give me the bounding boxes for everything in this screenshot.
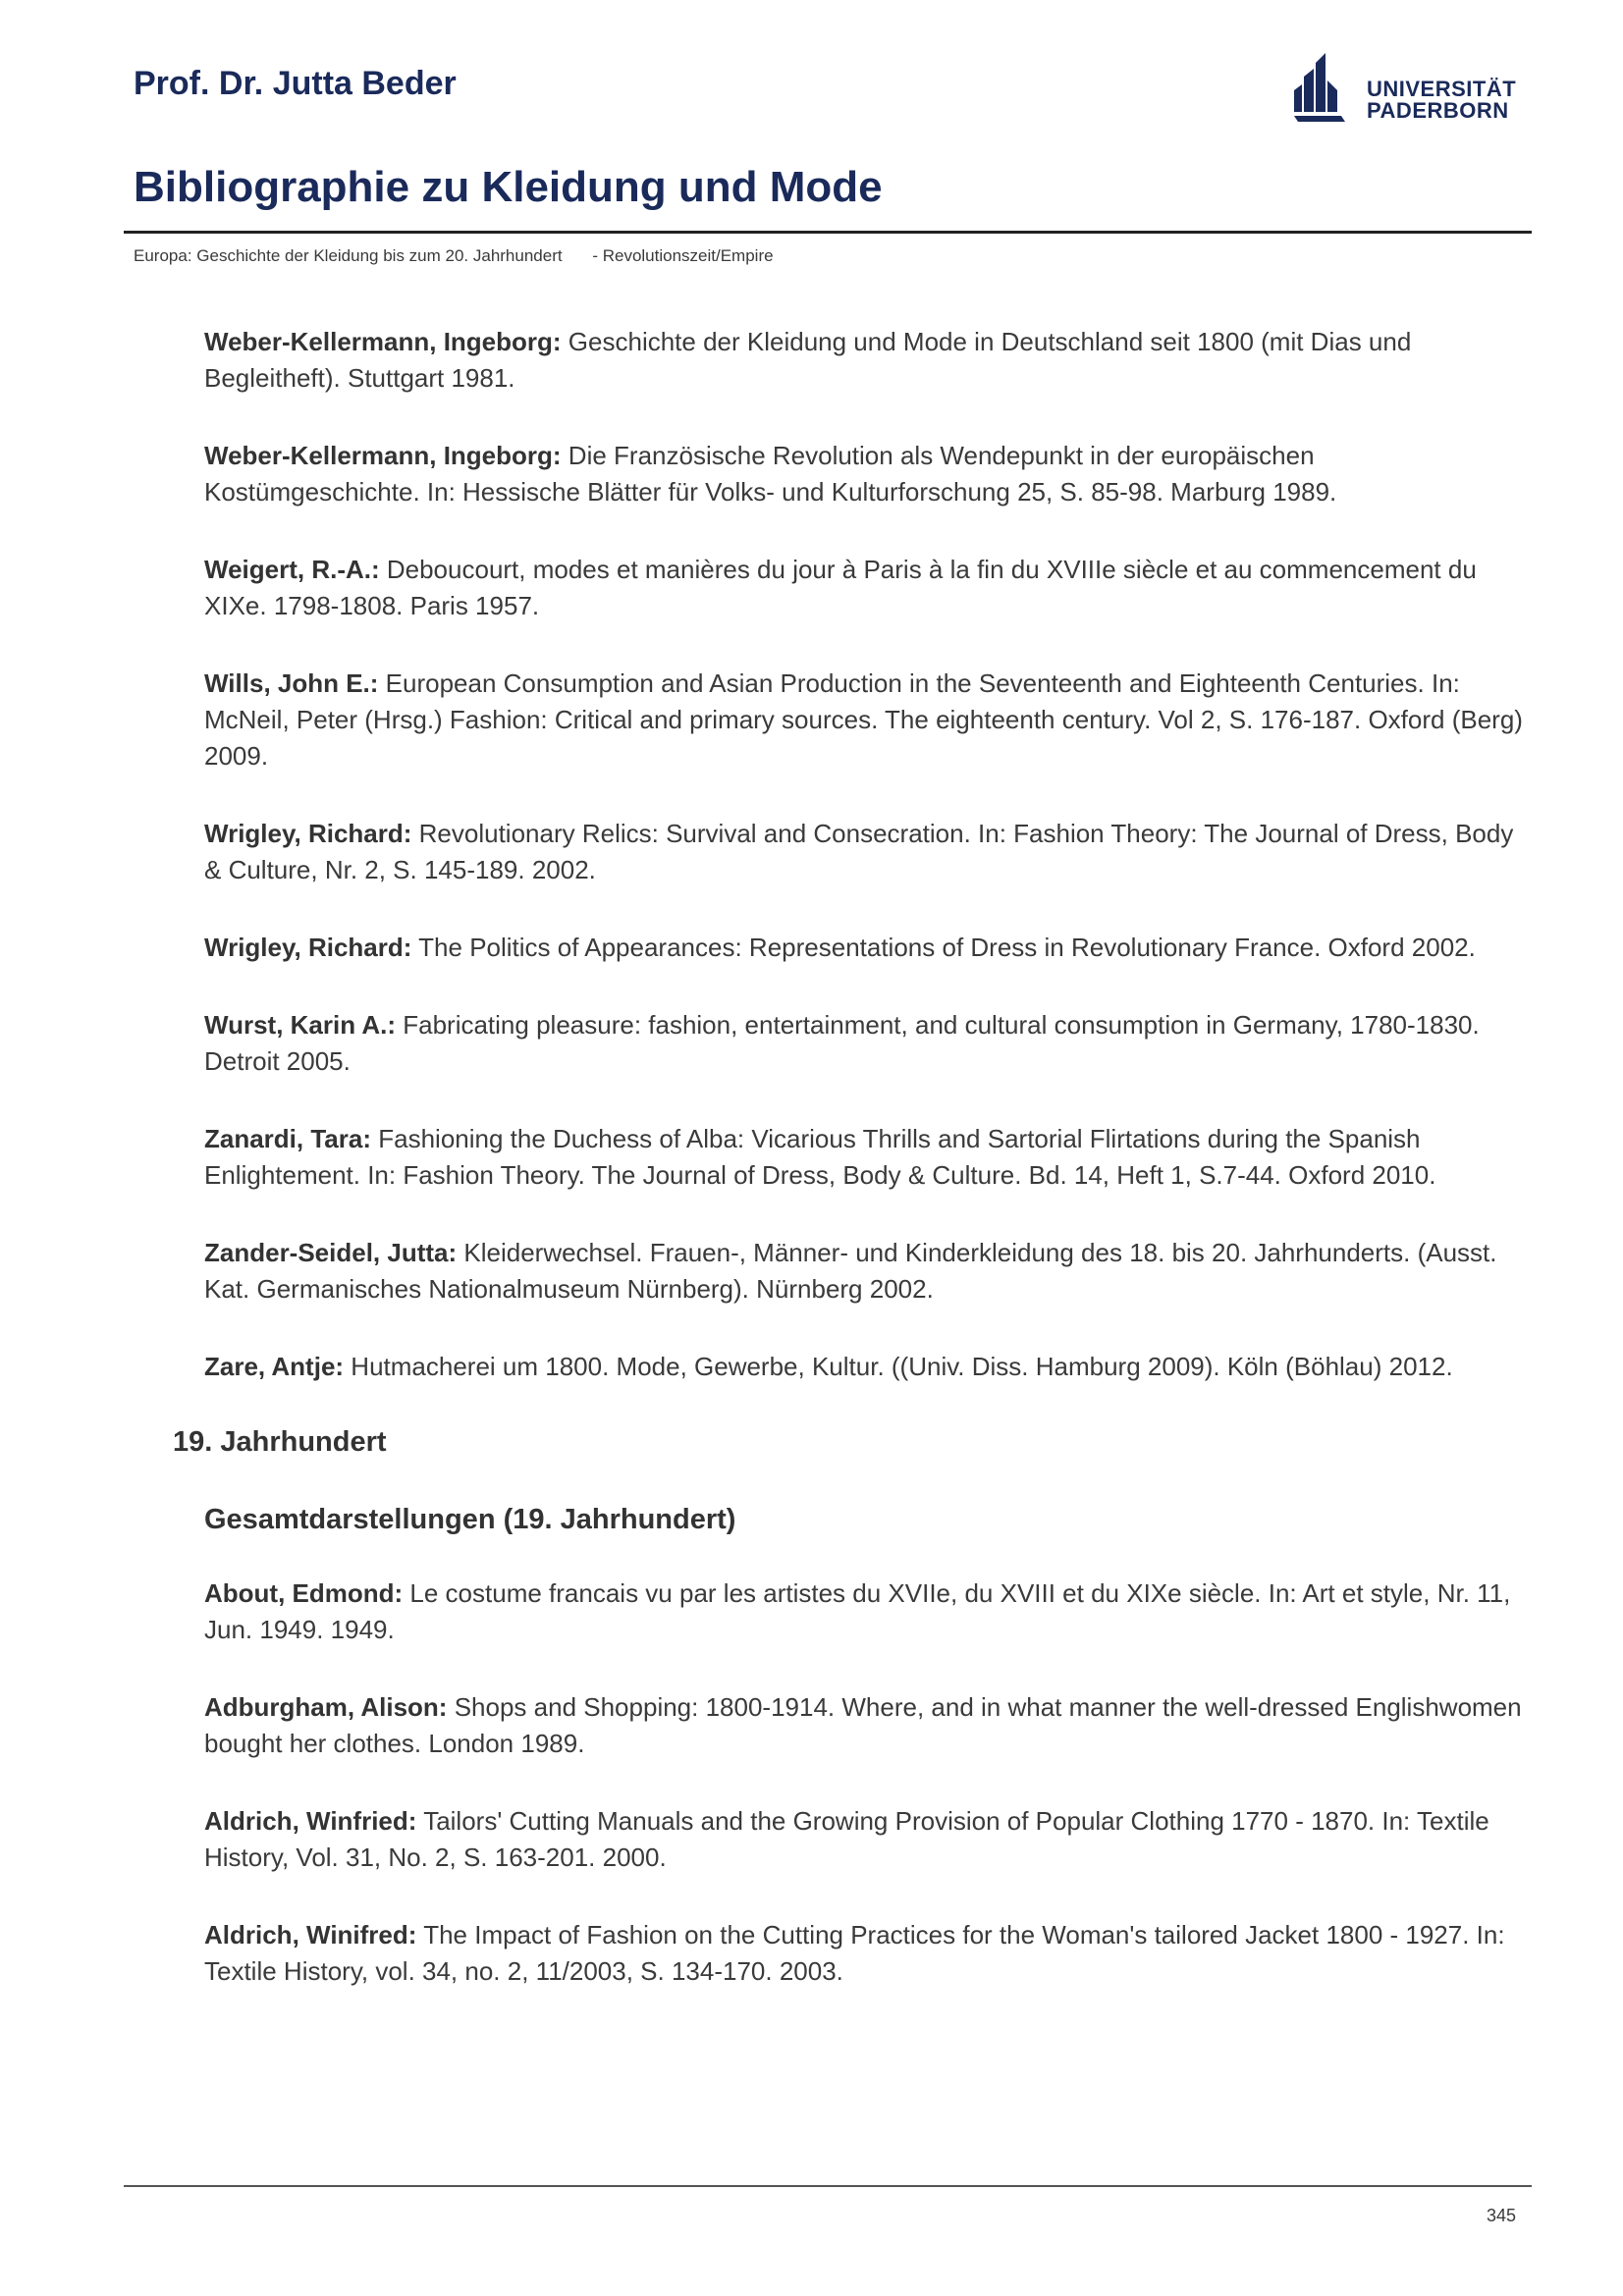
entry-author: Aldrich, Winifred: — [204, 1920, 417, 1949]
entry-author: Zare, Antje: — [204, 1352, 345, 1381]
entry-author: Adburgham, Alison: — [204, 1692, 448, 1722]
university-logo-icon — [1292, 51, 1361, 130]
entry-author: About, Edmond: — [204, 1578, 404, 1608]
entry-author: Wrigley, Richard: — [204, 933, 412, 962]
entry-text: The Impact of Fashion on the Cutting Practices for the Woman's tailored Jacket 1800 - 1927. In: Textile History, vol. 34, no. 2, 11/2003, S. 134-170. 2003. — [204, 1920, 1505, 1986]
document-title: Bibliographie zu Kleidung und Mode — [134, 163, 883, 211]
entry-text: Fashioning the Duchess of Alba: Vicarious Thrills and Sartorial Flirtations during the Spanish Enlightement. In: Fashion Theory. The Journal of Dress, Body & Culture. Bd. 14, Heft 1, S.7-44. Oxford 2010. — [204, 1124, 1436, 1190]
bibliography-entry — [204, 816, 1530, 888]
entry-author: Aldrich, Winfried: — [204, 1806, 417, 1836]
bibliography-entry — [204, 1121, 1530, 1194]
bibliography-entry — [204, 1349, 1530, 1385]
section-heading: 19. Jahrhundert — [173, 1426, 387, 1458]
bibliography-entry — [204, 1575, 1530, 1648]
entry-text: Kleiderwechsel. Frauen-, Männer- und Kinderkleidung des 18. bis 20. Jahrhunderts. (Ausst. Kat. Germanisches Nationalmuseum Nürnberg). Nürnberg 2002. — [204, 1238, 1497, 1304]
entry-text: Tailors' Cutting Manuals and the Growing Provision of Popular Clothing 1770 - 1870. In: Textile History, Vol. 31, No. 2, S. 163-201. 2000. — [204, 1806, 1489, 1872]
entry-text: Hutmacherei um 1800. Mode, Gewerbe, Kultur. ((Univ. Diss. Hamburg 2009). Köln (Böhlau) 2012. — [344, 1352, 1453, 1381]
entry-author: Wurst, Karin A.: — [204, 1010, 397, 1040]
entry-author: Zander-Seidel, Jutta: — [204, 1238, 458, 1267]
footer-rule — [124, 2185, 1532, 2187]
entry-author: Wrigley, Richard: — [204, 819, 412, 848]
entry-text: Deboucourt, modes et manières du jour à Paris à la fin du XVIIIe siècle et au commencement du XIXe. 1798-1808. Paris 1957. — [204, 555, 1477, 620]
entry-text: Shops and Shopping: 1800-1914. Where, and in what manner the well-dressed Englishwomen bought her clothes. London 1989. — [204, 1692, 1522, 1758]
entry-text: Revolutionary Relics: Survival and Consecration. In: Fashion Theory: The Journal of Dress, Body & Culture, Nr. 2, S. 145-189. 2002. — [204, 819, 1514, 884]
bibliography-entry — [204, 930, 1530, 966]
logo-line-1: UNIVERSITÄT — [1367, 77, 1517, 101]
bibliography-entry — [204, 552, 1530, 624]
entry-text: Geschichte der Kleidung und Mode in Deutschland seit 1800 (mit Dias und Begleitheft). Stuttgart 1981. — [204, 327, 1412, 393]
bibliography-entry — [204, 1235, 1530, 1308]
bibliography-entry — [204, 1007, 1530, 1080]
logo-line-2: PADERBORN — [1367, 98, 1509, 123]
entry-author: Zanardi, Tara: — [204, 1124, 372, 1153]
logo-text — [1367, 79, 1516, 122]
entry-author: Weber-Kellermann, Ingeborg: — [204, 327, 562, 356]
breadcrumb-main: Europa: Geschichte der Kleidung bis zum 20. Jahrhundert — [134, 246, 563, 265]
page-number: 345 — [1487, 2206, 1517, 2225]
bibliography-content — [0, 324, 1623, 2031]
bibliography-entry — [204, 438, 1530, 510]
entry-author: Weber-Kellermann, Ingeborg: — [204, 441, 562, 470]
bibliography-entry — [204, 324, 1530, 397]
bibliography-entry — [204, 1689, 1530, 1762]
bibliography-entry — [204, 1803, 1530, 1876]
header-rule — [124, 231, 1532, 234]
entry-text: European Consumption and Asian Production in the Seventeenth and Eighteenth Centuries. In: McNeil, Peter (Hrsg.) Fashion: Critical and primary sources. The eighteenth century. Vol 2, S. 176-187. Oxford (Berg) 2009. — [204, 668, 1523, 771]
author-name: Prof. Dr. Jutta Beder — [134, 65, 457, 102]
bibliography-entry — [204, 1917, 1530, 1990]
breadcrumb-sub: - Revolutionszeit/Empire — [592, 246, 774, 265]
bibliography-entry — [204, 666, 1530, 774]
entry-text: Le costume francais vu par les artistes du XVIIe, du XVIII et du XIXe siècle. In: Art et style, Nr. 11, Jun. 1949. 1949. — [204, 1578, 1511, 1644]
entry-author: Weigert, R.-A.: — [204, 555, 380, 584]
entry-text: Fabricating pleasure: fashion, entertainment, and cultural consumption in Germany, 1780-1830. Detroit 2005. — [204, 1010, 1480, 1076]
entry-text: Die Französische Revolution als Wendepunkt in der europäischen Kostümgeschichte. In: Hessische Blätter für Volks- und Kulturforschung 25, S. 85-98. Marburg 1989. — [204, 441, 1337, 507]
university-logo — [1292, 51, 1518, 130]
entry-author: Wills, John E.: — [204, 668, 379, 698]
breadcrumb — [134, 246, 774, 266]
entry-text: The Politics of Appearances: Representations of Dress in Revolutionary France. Oxford 2002. — [411, 933, 1476, 962]
subsection-heading: Gesamtdarstellungen (19. Jahrhundert) — [204, 1504, 736, 1535]
